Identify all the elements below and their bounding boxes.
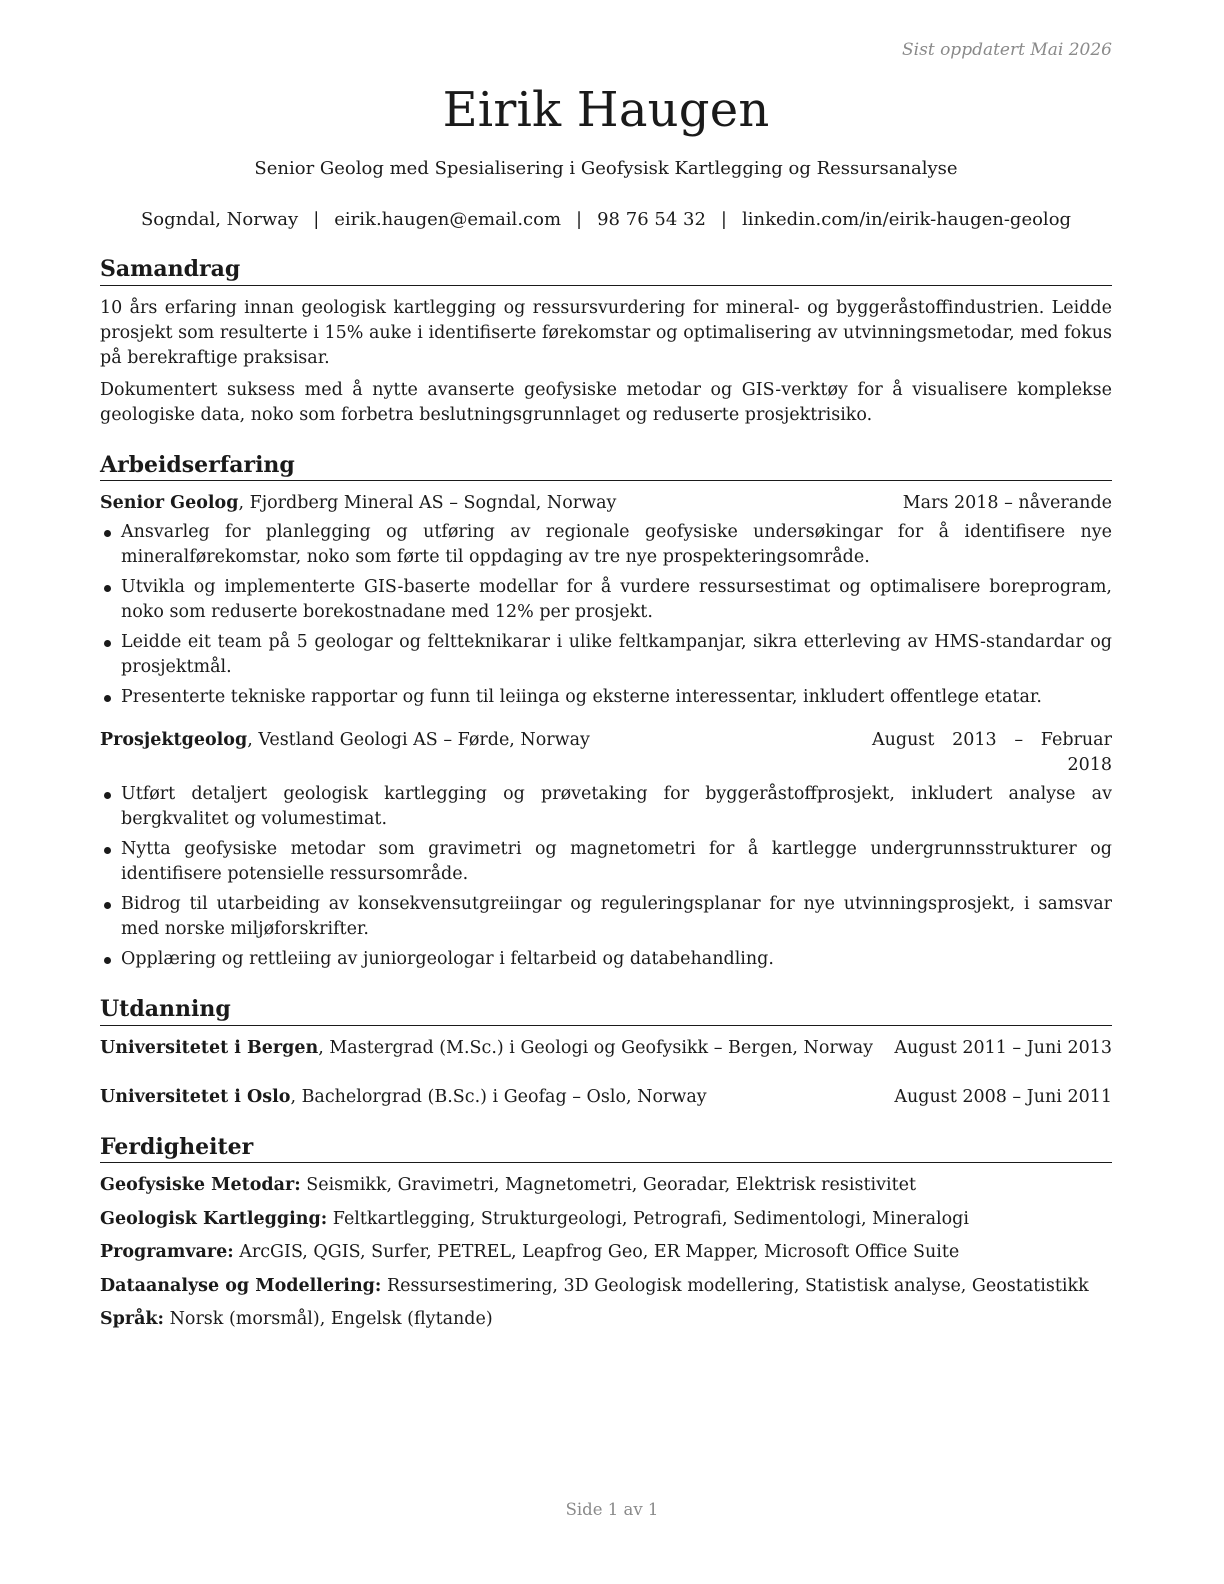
- list-item: Ansvarleg for planlegging og utføring av regionale geofysiske undersøkingar for å identifisere nye mineralførekomstar, noko som førte til oppdaging av tre nye prospekteringsområde.: [100, 520, 1112, 570]
- job-org: , Vestland Geologi AS – Førde, Norway: [247, 730, 590, 751]
- contact-location: Sogndal, Norway: [140, 209, 299, 231]
- skill-value: Feltkartlegging, Strukturgeologi, Petrografi, Sedimentologi, Mineralogi: [327, 1208, 969, 1229]
- list-item: Bidrog til utarbeiding av konsekvensutgreiingar og reguleringsplanar for nye utvinningsprosjekt, i samsvar med norske miljøforskrifter.: [100, 892, 1112, 942]
- skill-label: Geofysiske Metodar:: [100, 1175, 301, 1196]
- job-header: [100, 728, 1112, 778]
- education-school: Universitetet i Bergen: [100, 1037, 319, 1058]
- skill-value: Ressursestimering, 3D Geologisk modellering, Statistisk analyse, Geostatistikk: [381, 1275, 1089, 1296]
- skill-row: [100, 1207, 1112, 1232]
- education-detail: , Bachelorgrad (B.Sc.) i Geofag – Oslo, Norway: [290, 1086, 707, 1107]
- skill-row: [100, 1173, 1112, 1198]
- education-entry: [100, 1036, 1112, 1061]
- contact-email[interactable]: eirik.haugen@email.com: [334, 209, 562, 231]
- skill-row: [100, 1240, 1112, 1265]
- skill-label: Geologisk Kartlegging:: [100, 1208, 328, 1229]
- job-entry: [100, 491, 1112, 710]
- skill-label: Dataanalyse og Modellering:: [100, 1275, 382, 1296]
- job-title: Prosjektgeolog: [100, 730, 248, 751]
- contact-separator: |: [576, 209, 583, 231]
- contact-linkedin[interactable]: linkedin.com/in/eirik-haugen-geolog: [741, 209, 1072, 231]
- page-footer: Side 1 av 1: [565, 1500, 659, 1519]
- contact-line: [100, 207, 1112, 232]
- list-item: Presenterte tekniske rapportar og funn til leiinga og eksterne interessentar, inkludert offentlege etatar.: [100, 685, 1112, 710]
- list-item: Utvikla og implementerte GIS-baserte modellar for å vurdere ressursestimat og optimalisere boreprogram, noko som reduserte borekostnadane med 12% per prosjekt.: [100, 575, 1112, 625]
- list-item: Opplæring og rettleiing av juniorgeologar i feltarbeid og databehandling.: [100, 947, 1112, 972]
- skill-value: Norsk (morsmål), Engelsk (flytande): [164, 1309, 493, 1330]
- education-dates: August 2011 – Juni 2013: [894, 1037, 1112, 1058]
- job-title: Senior Geolog: [100, 493, 239, 514]
- job-entry: [100, 728, 1112, 972]
- job-org: , Fjordberg Mineral AS – Sogndal, Norway: [238, 493, 617, 514]
- list-item: Nytta geofysiske metodar som gravimetri og magnetometri for å kartlegge undergrunnsstrukturer og identifisere potensielle ressursområde.: [100, 837, 1112, 887]
- resume-page: [100, 40, 1112, 1341]
- list-item: Utført detaljert geologisk kartlegging og prøvetaking for byggeråstoffprosjekt, inkludert analyse av bergkvalitet og volumestimat.: [100, 782, 1112, 832]
- candidate-name: Eirik Haugen: [442, 82, 770, 138]
- contact-phone: 98 76 54 32: [597, 209, 706, 231]
- skill-value: ArcGIS, QGIS, Surfer, PETREL, Leapfrog Geo, ER Mapper, Microsoft Office Suite: [233, 1242, 960, 1263]
- skill-row: [100, 1274, 1112, 1299]
- education-detail: , Mastergrad (M.Sc.) i Geologi og Geofysikk – Bergen, Norway: [318, 1037, 874, 1058]
- job-bullets: [100, 782, 1112, 972]
- skill-row: [100, 1307, 1112, 1332]
- section-heading-education: Utdanning: [100, 996, 1112, 1026]
- skill-label: Programvare:: [100, 1242, 234, 1263]
- summary-paragraph: 10 års erfaring innan geologisk kartlegging og ressursvurdering for mineral- og byggeråstoffindustrien. Leidde prosjekt som resulterte i 15% auke i identifiserte førekomstar og optimalisering av utvinningsmetodar, med fokus på berekraftige praksisar.: [100, 297, 1112, 368]
- job-dates: August 2013 – Februar 2018: [872, 730, 1112, 776]
- list-item: Leidde eit team på 5 geologar og feltteknikarar i ulike feltkampanjar, sikra etterleving av HMS-standardar og prosjektmål.: [100, 630, 1112, 680]
- last-updated: Sist oppdatert Mai 2026: [902, 40, 1112, 60]
- summary-paragraph: Dokumentert suksess med å nytte avanserte geofysiske metodar og GIS-verktøy for å visualisere komplekse geologiske data, noko som forbetra beslutningsgrunnlaget og reduserte prosjektrisiko.: [100, 379, 1112, 425]
- section-heading-experience: Arbeidserfaring: [100, 452, 1112, 482]
- skill-label: Språk:: [100, 1309, 165, 1330]
- education-school: Universitetet i Oslo: [100, 1086, 291, 1107]
- section-heading-skills: Ferdigheiter: [100, 1134, 1112, 1164]
- skill-value: Seismikk, Gravimetri, Magnetometri, Georadar, Elektrisk resistivitet: [300, 1175, 917, 1196]
- job-bullets: [100, 520, 1112, 710]
- job-dates: Mars 2018 – nåverande: [902, 493, 1112, 514]
- headline: Senior Geolog med Spesialisering i Geofysisk Kartlegging og Ressursanalyse: [254, 158, 958, 179]
- education-dates: August 2008 – Juni 2011: [894, 1086, 1112, 1107]
- job-header: [100, 491, 1112, 516]
- education-entry: [100, 1085, 1112, 1110]
- section-heading-summary: Samandrag: [100, 256, 1112, 286]
- contact-separator: |: [313, 209, 320, 231]
- contact-separator: |: [720, 209, 727, 231]
